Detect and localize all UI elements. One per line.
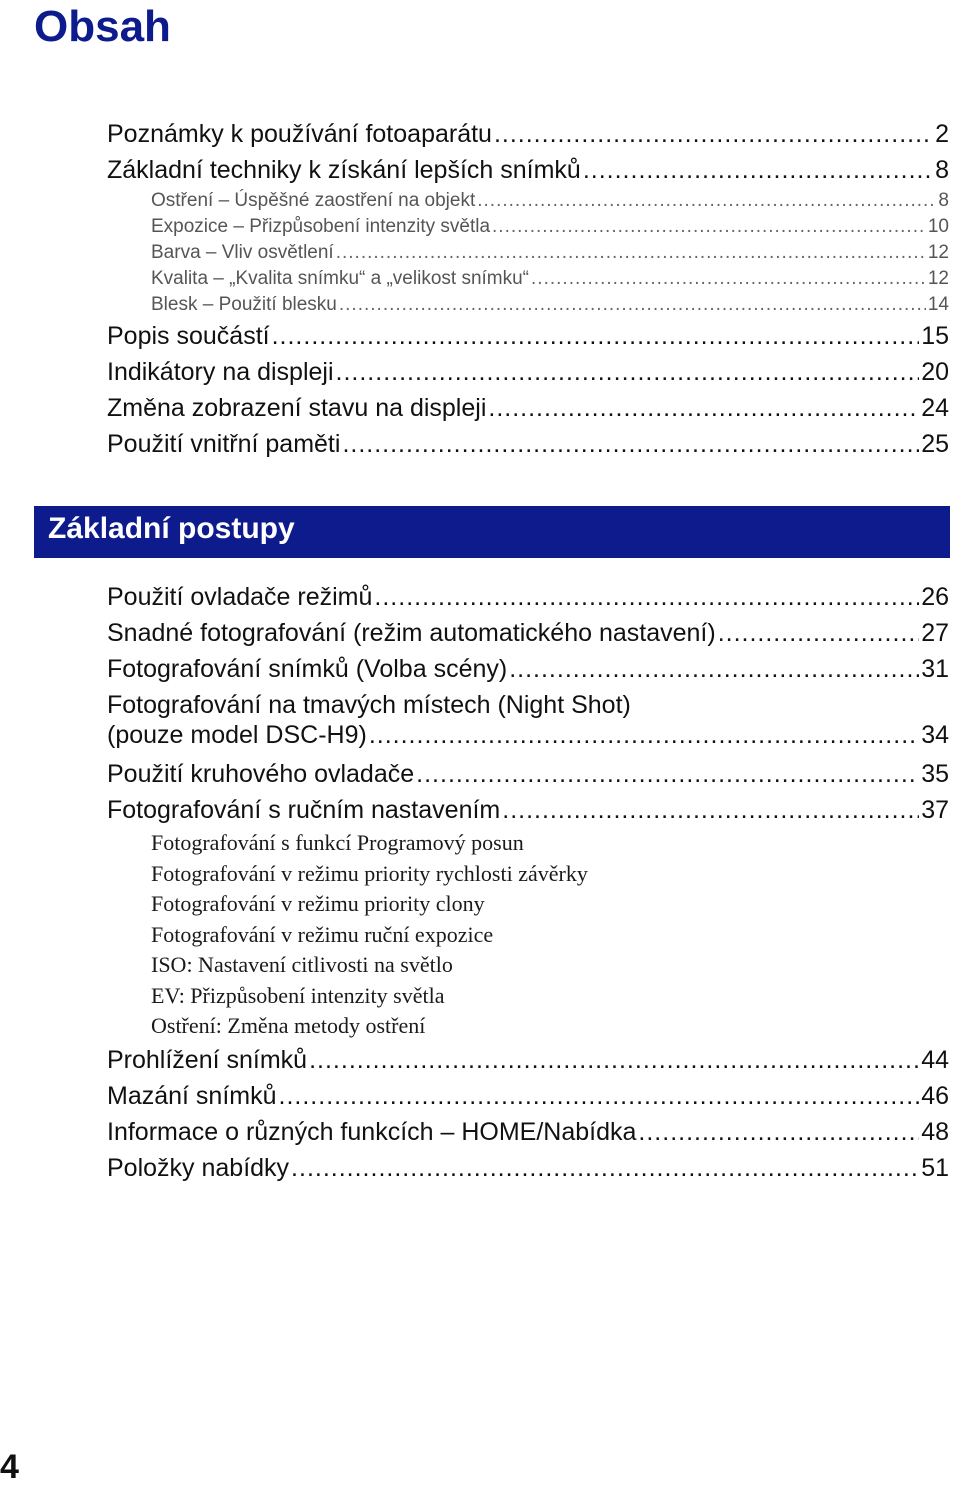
toc-entry[interactable] (107, 318, 949, 354)
toc-leader-dots (477, 191, 936, 210)
toc-page-number: 14 (927, 294, 949, 315)
toc-page-number: 26 (921, 583, 949, 611)
toc-subentry-label: Fotografování v režimu ruční expozice (151, 921, 494, 947)
toc-subentry-label: Fotografování v režimu priority clony (151, 891, 485, 916)
toc-entry[interactable] (107, 1114, 949, 1150)
toc-entry-label: Prohlížení snímků (107, 1045, 308, 1074)
toc-leader-dots (531, 269, 926, 288)
toc-leader-dots (272, 324, 920, 349)
toc-entry-label: Fotografování snímků (Volba scény) (107, 655, 508, 683)
toc-entry-label: Použití vnitřní paměti (107, 430, 341, 458)
toc-entry-label: Snadné fotografování (režim automatického nastavení) (107, 619, 716, 647)
toc-leader-dots (279, 1084, 920, 1109)
toc-entry-label: Změna zobrazení stavu na displeji (107, 394, 487, 422)
toc-entry[interactable] (107, 390, 949, 426)
toc-entry-label: Barva – Vliv osvětlení (151, 242, 334, 263)
toc-leader-dots (638, 1120, 919, 1145)
toc-entry[interactable] (107, 354, 949, 390)
toc-page-number: 48 (921, 1117, 949, 1146)
toc-page-number: 46 (921, 1081, 949, 1110)
toc-page-number: 24 (921, 394, 949, 422)
toc-leader-dots (583, 158, 933, 183)
toc-entry[interactable] (107, 651, 949, 687)
toc-entry[interactable] (107, 1078, 949, 1114)
toc-leader-dots (342, 432, 919, 457)
toc-page-number: 20 (921, 358, 949, 386)
toc-page-number: 27 (921, 619, 949, 647)
toc-leader-dots (291, 1156, 919, 1181)
toc-leader-dots (369, 723, 919, 748)
toc-entry[interactable] (107, 1011, 949, 1042)
toc-entry-label: Informace o různých funkcích – HOME/Nabídka (107, 1117, 637, 1146)
toc-entry-label: Použití ovladače režimů (107, 583, 373, 611)
toc-page-number: 8 (935, 156, 949, 184)
toc-entry-label: Kvalita – „Kvalita snímku“ a „velikost snímku“ (151, 268, 530, 289)
toc-leader-dots (509, 657, 919, 682)
toc-page-number: 37 (921, 796, 949, 824)
page-number: 4 (0, 1448, 19, 1486)
toc-subentry-label: Ostření: Změna metody ostření (151, 1013, 426, 1038)
toc-entry[interactable] (107, 292, 949, 318)
toc-entry-label: Použití kruhového ovladače (107, 760, 415, 788)
toc-entry[interactable] (107, 756, 949, 792)
toc-entry[interactable] (107, 889, 949, 920)
toc-entry[interactable] (107, 152, 949, 188)
toc-entry-label: Ostření – Úspěšné zaostření na objekt (151, 190, 476, 211)
toc-entry[interactable] (107, 981, 949, 1012)
toc-entry-label: Expozice – Přizpůsobení intenzity světla (151, 216, 491, 237)
toc-leader-dots (374, 585, 919, 610)
toc-subentry-label: Fotografování s funkcí Programový posun (151, 830, 524, 855)
toc-page-number: 31 (921, 655, 949, 683)
toc-leader-dots (309, 1048, 919, 1073)
toc-entry-label: Položky nabídky (107, 1153, 290, 1182)
toc-entry[interactable] (107, 116, 949, 152)
toc-entry-label: Popis součástí (107, 322, 270, 350)
toc-page-number: 12 (927, 242, 949, 263)
toc-page-number: 25 (921, 430, 949, 458)
toc-entry[interactable] (107, 266, 949, 292)
toc-leader-dots (416, 762, 919, 787)
toc-entry[interactable] (107, 859, 949, 890)
toc-page-number: 12 (927, 268, 949, 289)
toc-entry[interactable] (107, 1150, 949, 1186)
toc-leader-dots (502, 798, 919, 823)
toc-subentry-label: ISO: Nastavení citlivosti na světlo (151, 952, 453, 977)
toc-entry-label: (pouze model DSC-H9) (107, 721, 367, 749)
toc-page-number: 44 (921, 1045, 949, 1074)
toc-entry-label-line1: Fotografování na tmavých místech (Night Shot) (107, 691, 631, 719)
toc-subentry-label: EV: Přizpůsobení intenzity světla (151, 982, 445, 1008)
toc-page-number: 2 (935, 120, 949, 148)
section-banner (34, 506, 950, 558)
toc-entry[interactable] (107, 579, 949, 615)
toc-section-1 (107, 116, 949, 462)
toc-entry[interactable] (107, 828, 949, 859)
toc-leader-dots (339, 295, 926, 314)
toc-entry-label: Mazání snímků (107, 1081, 277, 1110)
toc-page-number: 34 (921, 721, 949, 749)
toc-entry[interactable] (107, 920, 949, 951)
toc-leader-dots (336, 243, 926, 262)
toc-leader-dots (336, 360, 920, 385)
toc-leader-dots (494, 122, 933, 147)
toc-entry-label: Indikátory na displeji (107, 358, 334, 386)
toc-entry[interactable] (107, 240, 949, 266)
toc-entry-label: Základní techniky k získání lepších snímků (107, 156, 581, 184)
toc-subentry-label: Fotografování v režimu priority rychlosti závěrky (151, 860, 588, 886)
toc-leader-dots (492, 217, 926, 236)
section-banner-title: Základní postupy (48, 512, 295, 545)
toc-section-2 (107, 579, 949, 1186)
toc-page-number: 35 (921, 760, 949, 788)
toc-entry-label: Fotografování s ručním nastavením (107, 796, 501, 824)
toc-entry[interactable] (107, 950, 949, 981)
toc-leader-dots (488, 396, 919, 421)
toc-entry[interactable] (107, 615, 949, 651)
toc-entry[interactable] (107, 214, 949, 240)
toc-page-number: 15 (921, 322, 949, 350)
toc-entry[interactable] (107, 687, 949, 756)
toc-page-number: 10 (927, 216, 949, 237)
toc-leader-dots (718, 621, 920, 646)
toc-entry-label: Poznámky k používání fotoaparátu (107, 120, 492, 148)
toc-entry-label: Blesk – Použití blesku (151, 294, 337, 315)
toc-entry[interactable] (107, 1042, 949, 1078)
toc-entry[interactable] (107, 188, 949, 214)
toc-entry[interactable] (107, 792, 949, 828)
toc-page-number: 51 (921, 1153, 949, 1182)
toc-page-number: 8 (938, 190, 949, 211)
toc-entry[interactable] (107, 426, 949, 462)
page-title: Obsah (34, 2, 171, 51)
